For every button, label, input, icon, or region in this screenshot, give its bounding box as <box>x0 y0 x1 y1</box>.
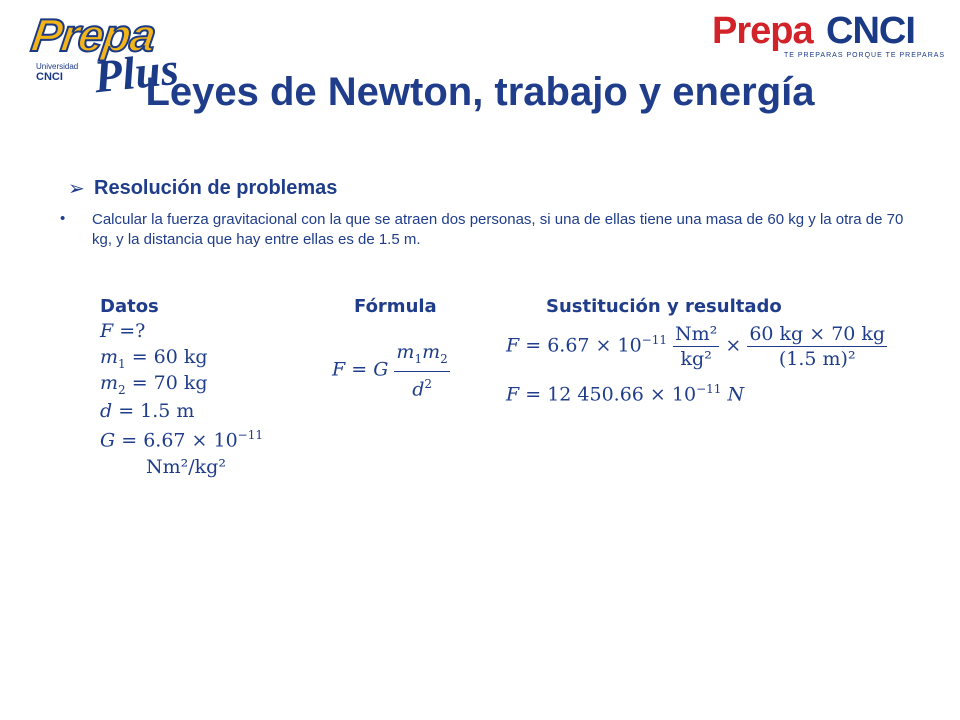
formula-fraction: $\frac{m_1m_2}{d^2}$ <box>396 341 448 401</box>
sustitucion-coef: 6.67 × 10 <box>547 334 642 357</box>
datos-header: Datos <box>100 296 159 317</box>
sustitucion-unit-den: kg² <box>680 348 712 370</box>
prepa-plus-logo-plus: Plus <box>91 42 181 103</box>
sustitucion-unit-fraction <box>673 322 719 371</box>
datos-G-unit: Nm²/kg² <box>146 456 226 478</box>
formula-header: Fórmula <box>354 296 437 317</box>
problem-text: Calcular la fuerza gravitacional con la que se atraen dos personas, si una de ellas tiene una masa de 60 kg y la otra de 70 kg, y la distancia que hay entre ellas es de 1.5 m. <box>92 211 904 248</box>
prepa-cnci-logo <box>712 10 946 66</box>
problem-statement <box>60 210 910 250</box>
datos-m2: $m_2 = 70$ kg <box>100 372 208 397</box>
datos-m1-value: 60 kg <box>153 346 208 368</box>
sustitucion-result-exp: −11 <box>696 382 722 396</box>
sustitucion-den: (1.5 m)² <box>778 348 856 370</box>
datos-m1: $m_1 = 60$ kg <box>100 346 208 371</box>
prepa-plus-logo-universidad: Universidad <box>36 62 79 71</box>
sustitucion-expression: $F = 6.67 \times 10^{-11}$ $\frac{\text{Nm²}}{\text{kg²}}$ × $\frac{60 kg \times 70 kg}{\text{(1.5 m)²}}$ <box>506 323 886 370</box>
bullet-dot-icon: • <box>60 210 66 227</box>
sustitucion-coef-exp: −11 <box>641 333 667 348</box>
sustitucion-result: F = 12 $450.66 \times 10^{-11}$ N <box>506 382 745 406</box>
sustitucion-num: 60 kg × 70 kg <box>749 323 886 345</box>
datos-G-value: 6.67 × 10 <box>143 429 238 452</box>
sustitucion-unit-num: Nm² <box>675 323 718 345</box>
datos-F-value: ? <box>135 320 146 342</box>
prepa-cnci-logo-prepa: Prepa <box>712 10 813 52</box>
sustitucion-result-unit: N <box>727 383 745 406</box>
sustitucion-header: Sustitución y resultado <box>546 296 782 317</box>
prepa-cnci-tagline: TE PREPARAS PORQUE TE PREPARAS <box>784 52 946 59</box>
datos-F: F =? <box>100 320 146 342</box>
datos-d: d = 1.5 m <box>100 400 195 422</box>
formula-expression: F = G $\frac{m_1m_2}{d^2}$ <box>332 341 448 401</box>
section-label: Resolución de problemas <box>94 177 338 199</box>
datos-m2-value: 70 kg <box>153 372 208 394</box>
section-heading <box>68 176 337 201</box>
arrow-bullet-icon: ➢ <box>68 178 85 200</box>
datos-G-exp: −11 <box>237 428 263 442</box>
prepa-plus-logo-prepa: Prepa <box>28 9 159 61</box>
sustitucion-result-value: 12 450.66 × 10 <box>547 383 697 406</box>
sustitucion-value-fraction <box>747 322 887 371</box>
datos-d-value: 1.5 m <box>140 400 195 422</box>
prepa-cnci-logo-cnci: CNCI <box>826 10 915 52</box>
datos-G: $G = 6.67 \times 10^{-11}$ <box>100 428 263 452</box>
prepa-plus-logo-cnci: CNCI <box>36 71 63 83</box>
slide-title: Leyes de Newton, trabajo y energía <box>145 70 815 114</box>
